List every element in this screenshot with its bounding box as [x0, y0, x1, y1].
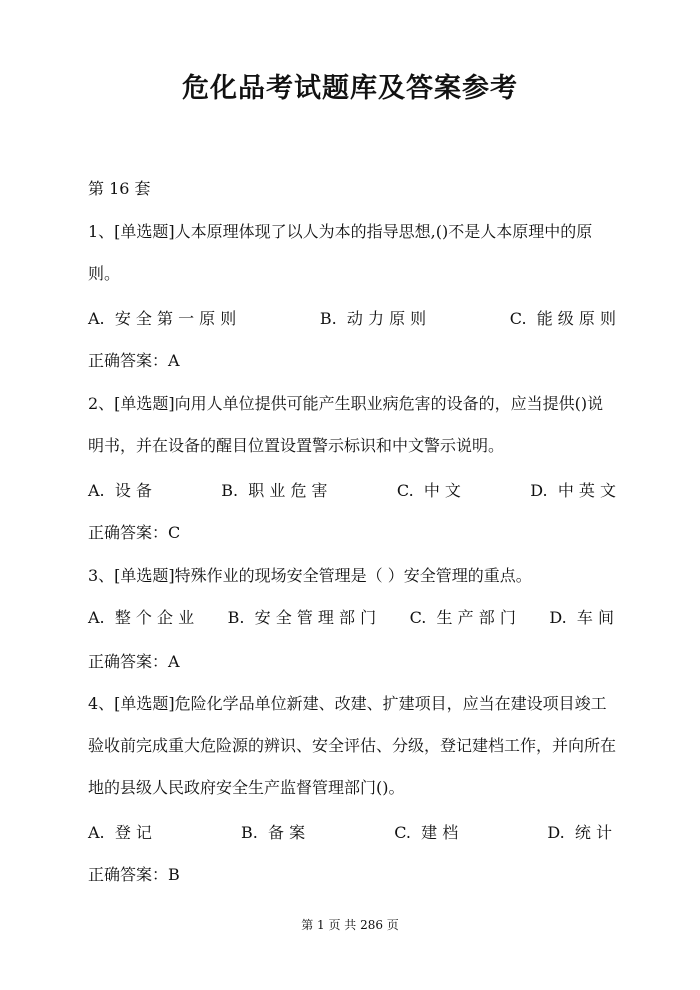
option-d: D. 中 英 文 — [530, 481, 616, 500]
question-4-answer: 正确答案：B — [88, 865, 180, 884]
question-1-answer: 正确答案：A — [88, 351, 180, 370]
question-4-text: 4、[单选题]危险化学品单位新建、改建、扩建项目，应当在建设项目竣工验收前完成重大危险源的辨识、安全评估、分级，登记建档工作，并向所在地的县级人民政府安全生产监督管理部门()。 — [88, 694, 617, 797]
option-c: C. 生 产 部 门 — [409, 608, 516, 627]
option-b: B. 安 全 管 理 部 门 — [227, 608, 377, 627]
question-4-options — [88, 820, 612, 843]
question-2-text: 2、[单选题]向用人单位提供可能产生职业病危害的设备的，应当提供()说明书，并在设备的醒目位置设置警示标识和中文警示说明。 — [88, 394, 604, 455]
option-d: D. 统 计 — [547, 823, 612, 842]
option-c: C. 建 档 — [394, 823, 459, 842]
set-label: 第 16 套 — [88, 179, 151, 198]
page-footer: 第 1 页 共 286 页 — [301, 918, 399, 932]
option-a: A. 安 全 第 一 原 则 — [88, 309, 237, 328]
option-b: B. 动 力 原 则 — [319, 309, 427, 328]
question-1-options — [88, 306, 616, 329]
option-d: D. 车 间 — [549, 608, 614, 627]
option-c: C. 能 级 原 则 — [509, 309, 616, 328]
question-3-options — [88, 605, 614, 628]
document-title: 危化品考试题库及答案参考 — [182, 73, 518, 104]
question-1-text: 1、[单选题]人本原理体现了以人为本的指导思想,()不是人本原理中的原则。 — [88, 222, 593, 283]
question-3-text: 3、[单选题]特殊作业的现场安全管理是（ ）安全管理的重点。 — [88, 566, 532, 585]
option-b: B. 职 业 危 害 — [221, 481, 328, 500]
option-a: A. 整 个 企 业 — [88, 608, 195, 627]
option-c: C. 中 文 — [396, 481, 461, 500]
option-b: B. 备 案 — [241, 823, 306, 842]
question-2-answer: 正确答案：C — [88, 523, 181, 542]
option-a: A. 登 记 — [88, 823, 152, 842]
question-2-options — [88, 478, 616, 501]
question-3-answer: 正确答案：A — [88, 652, 180, 671]
option-a: A. 设 备 — [88, 481, 152, 500]
